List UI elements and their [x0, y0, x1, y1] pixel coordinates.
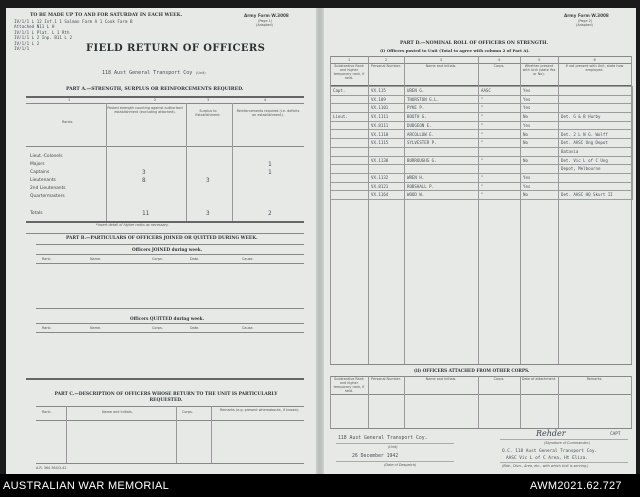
- roll-cell-name: [405, 165, 479, 174]
- rank-label: Lieut.-Colonels: [30, 154, 63, 159]
- roll-cell-employed: [559, 182, 633, 191]
- typed-note: IV/1/1 L 2: [14, 40, 40, 46]
- roll-cell-present: Yes: [521, 87, 559, 96]
- col-number: 6: [593, 58, 596, 62]
- part-c-col-header: Rank.: [42, 410, 52, 414]
- posted-value: 8: [142, 177, 146, 184]
- roll-cell-number: VX.1115: [369, 139, 405, 148]
- form-adapted-right: (Adapted): [576, 23, 593, 27]
- roll-cell-number: VX.115: [369, 87, 405, 96]
- roll-cell-present: Yes: [521, 182, 559, 191]
- signature-rank: CAPT: [610, 432, 621, 437]
- col-header-ranks: Ranks.: [62, 120, 74, 124]
- part-b-col-header: Cause.: [242, 257, 254, 261]
- roll-row: [331, 95, 633, 104]
- roll-cell-rank: [331, 191, 369, 200]
- quitted-heading: Officers QUITTED during week.: [130, 316, 205, 321]
- attached-col-header: Corps.: [493, 377, 505, 381]
- part-b-col-header: Name.: [90, 326, 102, 330]
- roll-cell-corps: ": [479, 104, 521, 113]
- part-c-col-header: Name and Initials.: [102, 410, 133, 414]
- roll-cell-number: VX.1110: [369, 130, 405, 139]
- commander-signature: Rehder: [536, 429, 566, 438]
- attached-col-header: Substantive Rank and higher temporary rank, if held.: [333, 377, 365, 393]
- part-d-heading: PART D.—NOMINAL ROLL OF OFFICERS ON STRENGTH.: [400, 41, 549, 46]
- attached-col-header: Remarks.: [586, 377, 603, 381]
- roll-cell-rank: [331, 173, 369, 182]
- footer-bar: [0, 474, 640, 497]
- roll-cell-rank: Capt.: [331, 87, 369, 96]
- col-number: 3: [207, 98, 210, 102]
- roll-cell-corps: ": [479, 121, 521, 130]
- page-crease: [316, 8, 324, 474]
- rank-label: 2nd Lieutenants: [30, 186, 66, 191]
- roll-cell-present: [521, 165, 559, 174]
- posted-value: 3: [142, 169, 146, 176]
- roll-cell-employed: [559, 104, 633, 113]
- roll-row: [331, 165, 633, 174]
- part-c-heading: PART C.—DESCRIPTION OF OFFICERS WHOSE RETURN TO THE UNIT IS PARTICULARLY REQUESTED.: [54, 392, 278, 403]
- roll-cell-present: No: [521, 130, 559, 139]
- part-b-col-header: Corps.: [152, 326, 163, 330]
- roll-cell-present: Yes: [521, 173, 559, 182]
- col-number: 4: [264, 98, 267, 102]
- roll-cell-number: VX.1101: [369, 104, 405, 113]
- rank-label: Majors: [30, 162, 45, 167]
- roll-cell-rank: [331, 95, 369, 104]
- roll-col-header: Name and Initials.: [425, 64, 457, 68]
- roll-cell-corps: [479, 147, 521, 156]
- roll-cell-employed: Det. AASC HQ Skurt II: [559, 191, 633, 200]
- roll-cell-name: ROBSHALL P.: [405, 182, 479, 191]
- roll-cell-name: PYKE P.: [405, 104, 479, 113]
- roll-cell-employed: [559, 95, 633, 104]
- commander-line-1: O.C. 118 Aust General Transport Coy.: [502, 449, 598, 454]
- roll-cell-name: BOOTH G.: [405, 113, 479, 122]
- roll-row: [331, 182, 633, 191]
- roll-cell-present: No: [521, 191, 559, 200]
- roll-row: [331, 130, 633, 139]
- roll-row: [331, 191, 633, 200]
- roll-cell-rank: [331, 130, 369, 139]
- reinforcement-value: 1: [268, 161, 272, 168]
- roll-cell-name: [405, 147, 479, 156]
- rank-label: Lieutenants: [30, 178, 56, 183]
- reinforcement-value: 1: [268, 169, 272, 176]
- part-c-col-header: Remarks (e.g. present whereabouts, if known).: [220, 408, 300, 412]
- part-b-col-header: Date.: [190, 326, 200, 330]
- roll-cell-rank: [331, 165, 369, 174]
- form-page-right: (Page 2): [578, 19, 593, 23]
- col-number: 1: [348, 58, 351, 62]
- roll-row: [331, 147, 633, 156]
- roll-cell-rank: [331, 147, 369, 156]
- roll-cell-employed: Batavia: [559, 147, 633, 156]
- roll-cell-rank: [331, 139, 369, 148]
- part-c-col-header: Corps.: [182, 410, 193, 414]
- part-ii-heading: (ii) OFFICERS ATTACHED FROM OTHER CORPS.: [414, 368, 530, 373]
- roll-cell-corps: ": [479, 130, 521, 139]
- typed-note: IV/1/1 L 2 Inp. B11 L 2: [14, 35, 72, 41]
- roll-cell-name: UREN G.: [405, 87, 479, 96]
- roll-cell-present: No: [521, 156, 559, 165]
- roll-col-header: Substantive Rank and higher temporary rank, if held.: [333, 64, 365, 80]
- unit-label-right: (Unit): [388, 445, 398, 449]
- part-a-footnote: *Insert detail of higher ranks as necessary.: [96, 223, 169, 227]
- part-b-col-header: Name.: [90, 257, 102, 261]
- roll-cell-name: THURSTON G.L.: [405, 95, 479, 104]
- unit-label: (Unit): [196, 71, 206, 75]
- roll-cell-present: Yes: [521, 104, 559, 113]
- footer-credit: AUSTRALIAN WAR MEMORIAL: [3, 480, 170, 492]
- attached-col-header: Name and Initials.: [425, 377, 457, 381]
- page-title: FIELD RETURN OF OFFICERS: [86, 43, 266, 54]
- roll-row: [331, 87, 633, 96]
- col-number: 2: [154, 98, 157, 102]
- col-header-reinforcements: Reinforcements required (i.e. deficits on establishment).: [236, 109, 300, 118]
- signature-label: (Signature of Commander.): [544, 441, 591, 445]
- roll-cell-corps: ": [479, 173, 521, 182]
- roll-cell-name: WOOD W.: [405, 191, 479, 200]
- roll-cell-corps: ": [479, 182, 521, 191]
- col-number: 5: [538, 58, 541, 62]
- roll-row: [331, 139, 633, 148]
- surplus-value: 3: [206, 210, 210, 217]
- part-a-heading: PART A.—STRENGTH, SURPLUS OR REINFORCEMENTS REQUIRED.: [66, 87, 244, 92]
- roll-cell-number: VX.1132: [369, 173, 405, 182]
- part-b-heading: PART B.—PARTICULARS OF OFFICERS JOINED OR QUITTED DURING WEEK.: [66, 236, 258, 241]
- col-header-posted: Posted strength counting against authorised establishment (excluding attached).: [107, 106, 183, 115]
- col-number: 2: [385, 58, 388, 62]
- typed-note: IV/1/1 L Plat. L 1 Rth: [14, 29, 70, 35]
- roll-cell-rank: [331, 156, 369, 165]
- roll-col-header: Corps.: [493, 64, 505, 68]
- roll-cell-corps: ": [479, 139, 521, 148]
- print-code: A.R. 364 364/3-42: [36, 466, 67, 470]
- commander-label: (Bde., Divn., Area, etc., with which Unit is serving.): [502, 464, 589, 468]
- footer-accession: AWM2021.62.727: [530, 480, 622, 492]
- typed-note: Attached N11 L H: [14, 24, 55, 30]
- attached-col-header: Date of attachment.: [521, 377, 557, 381]
- unit-name: 118 Aust General Transport Coy: [102, 70, 193, 76]
- instruction: TO BE MADE UP TO AND FOR SATURDAY IN EACH WEEK.: [30, 13, 183, 18]
- form-id-right: Army Form W.3008: [564, 13, 609, 18]
- roll-cell-present: [521, 147, 559, 156]
- roll-col-header: If not present with Unit, state how employed.: [565, 64, 624, 72]
- roll-cell-number: VX.8111: [369, 121, 405, 130]
- typed-note: IV/1/1: [14, 46, 30, 51]
- rank-label: Totals: [30, 211, 43, 216]
- joined-heading: Officers JOINED during week.: [132, 247, 203, 252]
- part-b-col-header: Corps.: [152, 257, 163, 261]
- unit-typed-right: 118 Aust General Transport Coy.: [338, 436, 428, 441]
- form-page: (Page 1): [258, 19, 273, 23]
- part-b-col-header: Date.: [190, 257, 200, 261]
- form-id: Army Form W.3008: [244, 13, 289, 18]
- roll-cell-number: VX.1164: [369, 191, 405, 200]
- posted-value: 11: [142, 210, 150, 217]
- roll-cell-corps: ": [479, 95, 521, 104]
- roll-cell-employed: [559, 121, 633, 130]
- roll-cell-corps: ": [479, 156, 521, 165]
- rank-label: Quartermasters: [30, 194, 65, 199]
- roll-col-header: Whether present with Unit (state Yes or No).: [522, 64, 556, 76]
- roll-cell-corps: ": [479, 113, 521, 122]
- roll-cell-present: Yes: [521, 95, 559, 104]
- roll-row: [331, 113, 633, 122]
- roll-cell-present: No: [521, 139, 559, 148]
- col-number: 4: [498, 58, 501, 62]
- form-adapted: (Adapted): [256, 23, 273, 27]
- roll-row: [331, 104, 633, 113]
- right-page: [324, 8, 636, 474]
- col-number: 1: [68, 98, 71, 102]
- roll-cell-employed: [559, 173, 633, 182]
- despatch-date: 26 December 1942: [352, 454, 399, 459]
- roll-cell-corps: [479, 165, 521, 174]
- roll-cell-number: VX.8121: [369, 182, 405, 191]
- roll-cell-employed: [559, 87, 633, 96]
- roll-cell-present: No: [521, 113, 559, 122]
- attached-col-header: Personal Number.: [371, 377, 401, 381]
- roll-cell-corps: AASC: [479, 87, 521, 96]
- roll-row: [331, 121, 633, 130]
- commander-line-2: AASC Vic L of C Area, Ht Eliza.: [506, 456, 588, 461]
- col-number: 3: [440, 58, 443, 62]
- roll-cell-name: SYLVESTER P.: [405, 139, 479, 148]
- despatch-date-label: (Date of Despatch): [384, 463, 417, 467]
- roll-cell-rank: [331, 104, 369, 113]
- roll-cell-name: DUDGEON E.: [405, 121, 479, 130]
- typed-note: IV/1/1 L 12 Inf.1 1 Salman Farm A 1 Cook Farm B: [14, 19, 133, 24]
- roll-cell-name: BURROUGHS G.: [405, 156, 479, 165]
- roll-cell-rank: Lieut.: [331, 113, 369, 122]
- roll-cell-number: [369, 165, 405, 174]
- roll-cell-number: [369, 147, 405, 156]
- roll-cell-number: VX.1138: [369, 156, 405, 165]
- part-d-subheading: (i) Officers posted to Unit (Total to agree with column 2 of Part A).: [380, 48, 530, 53]
- roll-cell-employed: Det. G & B Hurby: [559, 113, 633, 122]
- part-b-col-header: Rank.: [42, 257, 52, 261]
- roll-cell-employed: Det. AASC Ung Depot: [559, 139, 633, 148]
- roll-cell-rank: [331, 182, 369, 191]
- col-header-surplus: Surplus to Establishment.: [195, 109, 221, 118]
- roll-cell-number: VX.109: [369, 95, 405, 104]
- part-b-col-header: Rank.: [42, 326, 52, 330]
- roll-row: [331, 173, 633, 182]
- reinforcement-value: 2: [268, 210, 272, 217]
- roll-cell-corps: ": [479, 191, 521, 200]
- roll-cell-employed: Det. Vic L of C Ung: [559, 156, 633, 165]
- nominal-roll-table: [330, 86, 633, 200]
- roll-cell-rank: [331, 121, 369, 130]
- left-page: [6, 8, 316, 474]
- rank-label: Captains: [30, 170, 50, 175]
- roll-col-header: Personal Number.: [371, 64, 401, 68]
- surplus-value: 3: [206, 177, 210, 184]
- roll-cell-employed: Det. 2 L N G. Wolff: [559, 130, 633, 139]
- roll-cell-name: ARCOLLOW E.: [405, 130, 479, 139]
- part-b-col-header: Cause.: [242, 326, 254, 330]
- roll-cell-number: VX.1111: [369, 113, 405, 122]
- roll-cell-present: Yes: [521, 121, 559, 130]
- roll-row: [331, 156, 633, 165]
- roll-cell-name: WREN H.: [405, 173, 479, 182]
- roll-cell-employed: Depot, Melbourne: [559, 165, 633, 174]
